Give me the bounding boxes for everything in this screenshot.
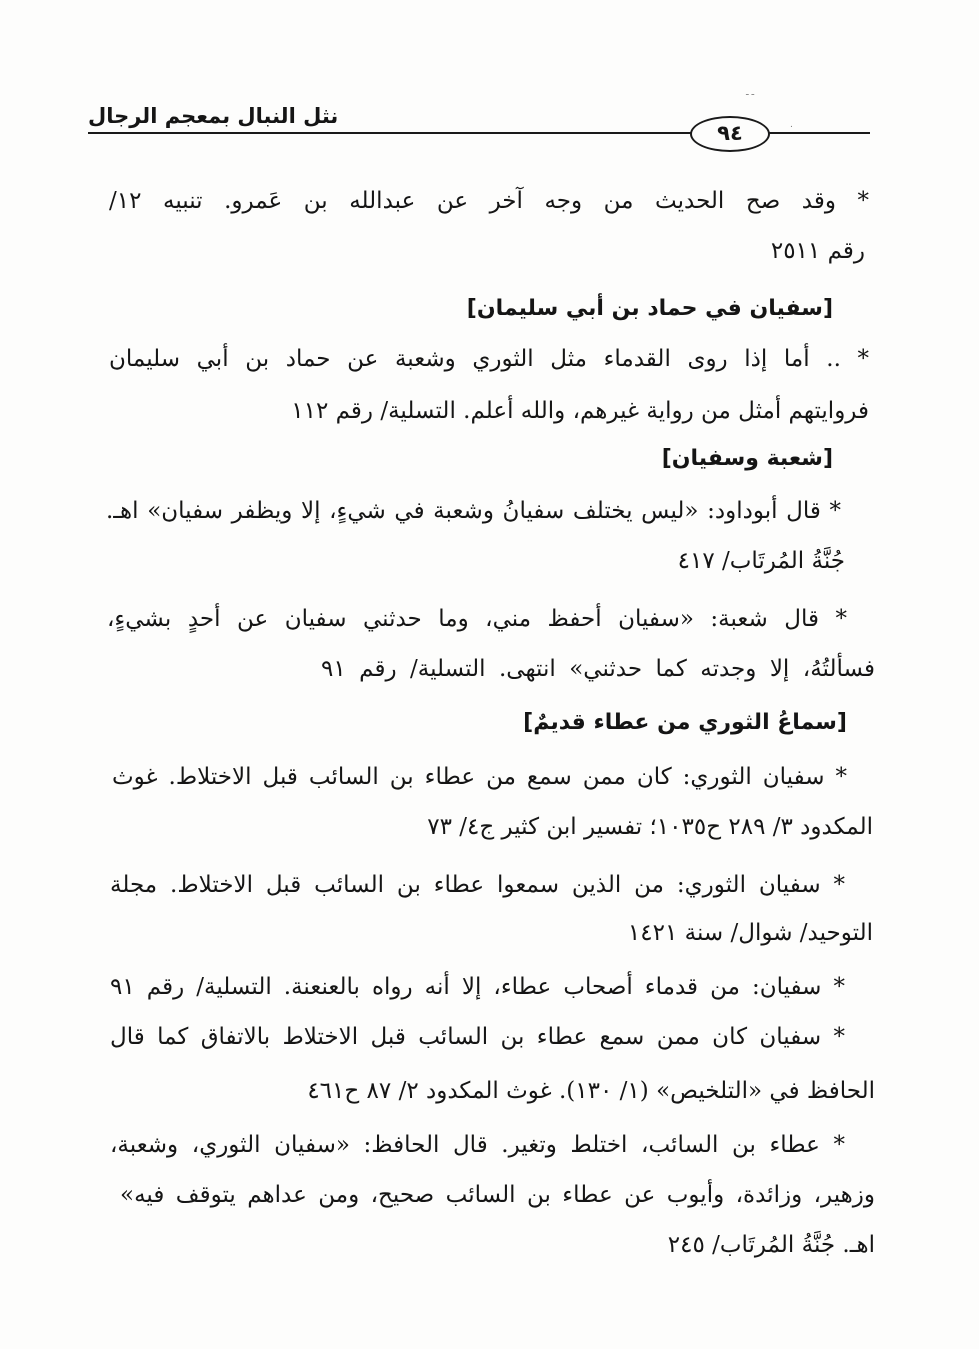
text-line: * .. أما إذا روى القدماء مثل الثوري وشعبة عن حماد بن أبي سليمان bbox=[109, 346, 869, 372]
text-line: المكدود ٣/ ٢٨٩ ح١٠٣٥؛ تفسير ابن كثير ج٤/ ٧٣ bbox=[427, 814, 873, 840]
section-heading: [شعبة وسفيان] bbox=[661, 446, 833, 471]
section-heading: [سماعُ الثوري من عطاء قديمٌ] bbox=[523, 710, 847, 735]
text-line: * قال شعبة: «سفيان أحفظ مني، وما حدثني سفيان عن أحدٍ بشيءٍ، bbox=[107, 606, 847, 632]
text-line: * سفيان: من قدماء أصحاب عطاء، إلا أنه رواه بالعنعنة. التسلية/ رقم ٩١ bbox=[110, 974, 845, 1000]
text-line: الحافظ في «التلخيص» (١/ ١٣٠). غوث المكدود ٢/ ٨٧ ح٤٦١ bbox=[307, 1078, 875, 1104]
text-line: جُنَّةُ المُرتَاب/ ٤١٧ bbox=[677, 548, 845, 574]
page-number: ٩٤ bbox=[690, 116, 770, 152]
text-line: وزهير، وزائدة، وأيوب عن عطاء بن السائب صحيح، ومن عداهم يتوقف فيه» bbox=[120, 1182, 875, 1208]
text-line: * قال أبوداود: «ليس يختلف سفيانُ وشعبة في شيءٍ، إلا ويظفر سفيان» اهـ. bbox=[106, 498, 841, 524]
text-line: * عطاء بن السائب، اختلط وتغير. قال الحافظ: «سفيان الثوري، وشعبة، bbox=[110, 1132, 845, 1158]
text-line: * وقد صح الحديث من وجه آخر عن عبدالله بن عَمرو. تنبيه ١٢/ bbox=[109, 188, 869, 214]
scan-speck: ـ ـ bbox=[746, 88, 755, 98]
section-heading: [سفيان في حماد بن أبي سليمان] bbox=[466, 296, 833, 321]
running-header-title: نثل النبال بمعجم الرجال bbox=[88, 104, 339, 128]
text-line: فسألتُهُ، إلا وجدته كما حدثني» انتهى. التسلية/ رقم ٩١ bbox=[321, 656, 875, 682]
text-line: فروايتهم أمثل من رواية غيرهم، والله أعلم. التسلية/ رقم ١١٢ bbox=[291, 398, 869, 424]
text-line: * سفيان كان ممن سمع عطاء بن السائب قبل الاختلاط بالاتفاق كما قال bbox=[110, 1024, 845, 1050]
text-line: * سفيان الثوري: كان ممن سمع من عطاء بن السائب قبل الاختلاط. غوث bbox=[112, 764, 847, 790]
text-line: اهـ. جُنَّةُ المُرتَاب/ ٢٤٥ bbox=[667, 1232, 875, 1258]
text-line: التوحيد/ شوال/ سنة ١٤٢١ bbox=[627, 920, 873, 946]
text-line: * سفيان الثوري: من الذين سمعوا عطاء بن السائب قبل الاختلاط. مجلة bbox=[110, 872, 845, 898]
scan-speck: . bbox=[790, 120, 793, 130]
text-line: رقم ٢٥١١ bbox=[770, 238, 865, 264]
